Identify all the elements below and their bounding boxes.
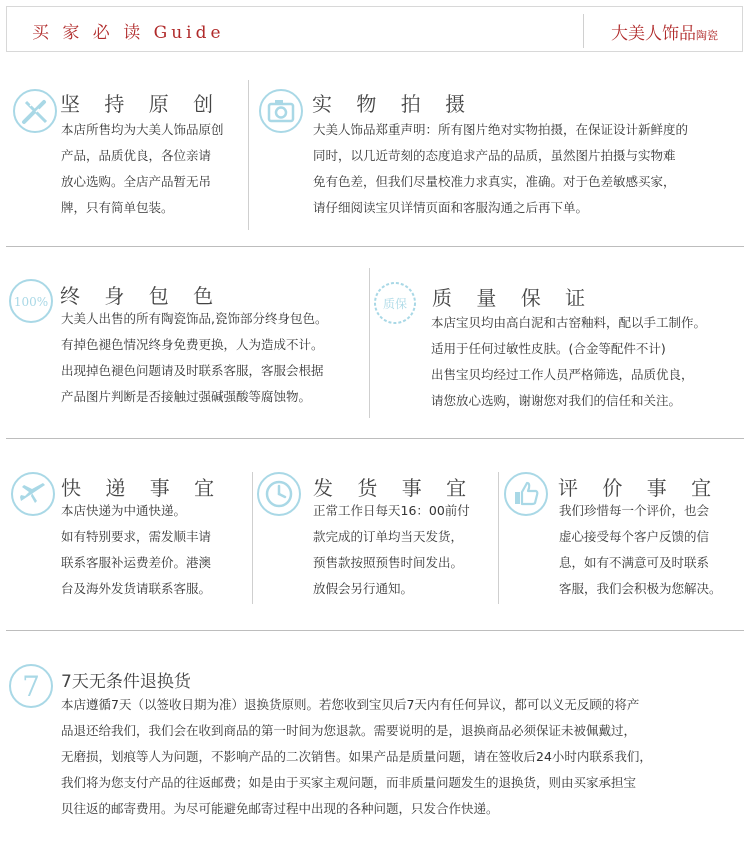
icon-label: 质保 [382,297,408,311]
text-line: 预售款按照预售时间发出。 [313,555,464,570]
text-line: 牌，只有简单包装。 [61,200,174,215]
row-divider [6,630,744,631]
text-line: 我们将为您支付产品的往返邮费；如是由于买家主观问题，而非质量问题发生的退换货，则由买家承担宝 [61,775,637,790]
section-text-express [61,498,211,602]
brand-sub: 陶瓷 [696,29,718,42]
section-title-photo: 实 物 拍 摄 [312,92,475,116]
text-line: 本店所售均为大美人饰品原创 [61,122,224,137]
text-line: 放心选购。全店产品暂无吊 [61,174,212,189]
text-line: 出售宝贝均经过工作人员严格筛选，品质优良， [431,367,694,382]
section-text-quality [431,310,706,414]
section-title-quality: 质 量 保 证 [432,286,595,310]
brand-main: 大美人饰品 [611,24,696,44]
section-text-review [559,498,722,602]
text-line: 台及海外发货请联系客服。 [61,581,212,596]
icon-label: 7 [22,670,40,703]
section-title-returns: 7天无条件退换货 [61,672,191,692]
brand-name [611,19,718,44]
quality-seal-icon [372,280,418,326]
text-line: 我们珍惜每一个评价，也会 [559,503,710,518]
text-line: 如有特别要求，需发顺丰请 [61,529,212,544]
text-line: 虚心接受每个客户反馈的信 [559,529,710,544]
header-divider [583,14,584,48]
row-divider [6,246,744,247]
text-line: 本店快递为中通快递。 [61,503,187,518]
row-divider [6,438,744,439]
section-title-original: 坚 持 原 创 [60,92,223,116]
text-line: 本店宝贝均由高白泥和古窑釉料，配以手工制作。 [431,315,707,330]
text-line: 产品图片判断是否接触过强碱强酸等腐蚀物。 [61,389,312,404]
text-line: 客服，我们会积极为您解决。 [559,581,722,596]
text-line: 大美人出售的所有陶瓷饰品,瓷饰部分终身包色。 [61,311,328,326]
text-line: 请您放心选购，谢谢您对我们的信任和关注。 [431,393,682,408]
page-title: 买 家 必 读 Guide [32,23,225,43]
text-line: 免有色差，但我们尽量校准力求真实，准确。对于色差敏感买家， [313,174,676,189]
camera-icon [258,88,304,134]
section-title-review: 评 价 事 宜 [558,476,721,500]
section-text-photo [313,117,688,221]
thumbs-up-icon [503,471,549,517]
text-line: 同时，以几近苛刻的态度追求产品的品质，虽然图片拍摄与实物难 [313,148,676,163]
text-line: 放假会另行通知。 [313,581,414,596]
seven-days-icon [8,663,54,709]
column-divider [369,268,370,418]
text-line: 大美人饰品郑重声明：所有图片绝对实物拍摄，在保证设计新鲜度的 [313,122,689,137]
section-text-shipping [313,498,470,602]
text-line: 适用于任何过敏性皮肤。(合金等配件不计) [431,341,666,356]
pen-ruler-icon [12,88,58,134]
section-text-original [61,117,224,221]
text-line: 贝往返的邮寄费用。为尽可能避免邮寄过程中出现的各种问题，只发合作快递。 [61,801,499,816]
text-line: 无磨损，划痕等人为问题，不影响产品的二次销售。如果产品是质量问题，请在签收后24小时内联系我们， [61,749,652,764]
text-line: 联系客服补运费差价。港澳 [61,555,212,570]
airplane-icon [10,471,56,517]
text-line: 本店遵循7天（以签收日期为准）退换货原则。若您收到宝贝后7天内有任何异议，都可以义无反顾的将产 [61,697,640,712]
text-line: 请仔细阅读宝贝详情页面和客服沟通之后再下单。 [313,200,589,215]
column-divider [252,472,253,604]
text-line: 出现掉色褪色问题请及时联系客服，客服会根据 [61,363,324,378]
icon-label: 100% [13,295,49,309]
section-text-returns [61,692,652,822]
text-line: 产品，品质优良，各位亲请 [61,148,212,163]
text-line: 正常工作日每天16：00前付 [313,503,470,518]
clock-icon [256,471,302,517]
100-percent-icon [8,278,54,324]
section-title-warranty: 终 身 包 色 [60,284,223,308]
text-line: 有掉色褪色情况终身免费更换，人为造成不计。 [61,337,324,352]
column-divider [248,80,249,230]
section-title-shipping: 发 货 事 宜 [313,476,476,500]
text-line: 品退还给我们，我们会在收到商品的第一时间为您退款。需要说明的是，退换商品必须保证未被佩戴过， [61,723,637,738]
text-line: 款完成的订单均当天发货， [313,529,464,544]
section-title-express: 快 递 事 宜 [61,476,224,500]
text-line: 息，如有不满意可及时联系 [559,555,710,570]
section-text-warranty [61,306,327,410]
column-divider [498,472,499,604]
